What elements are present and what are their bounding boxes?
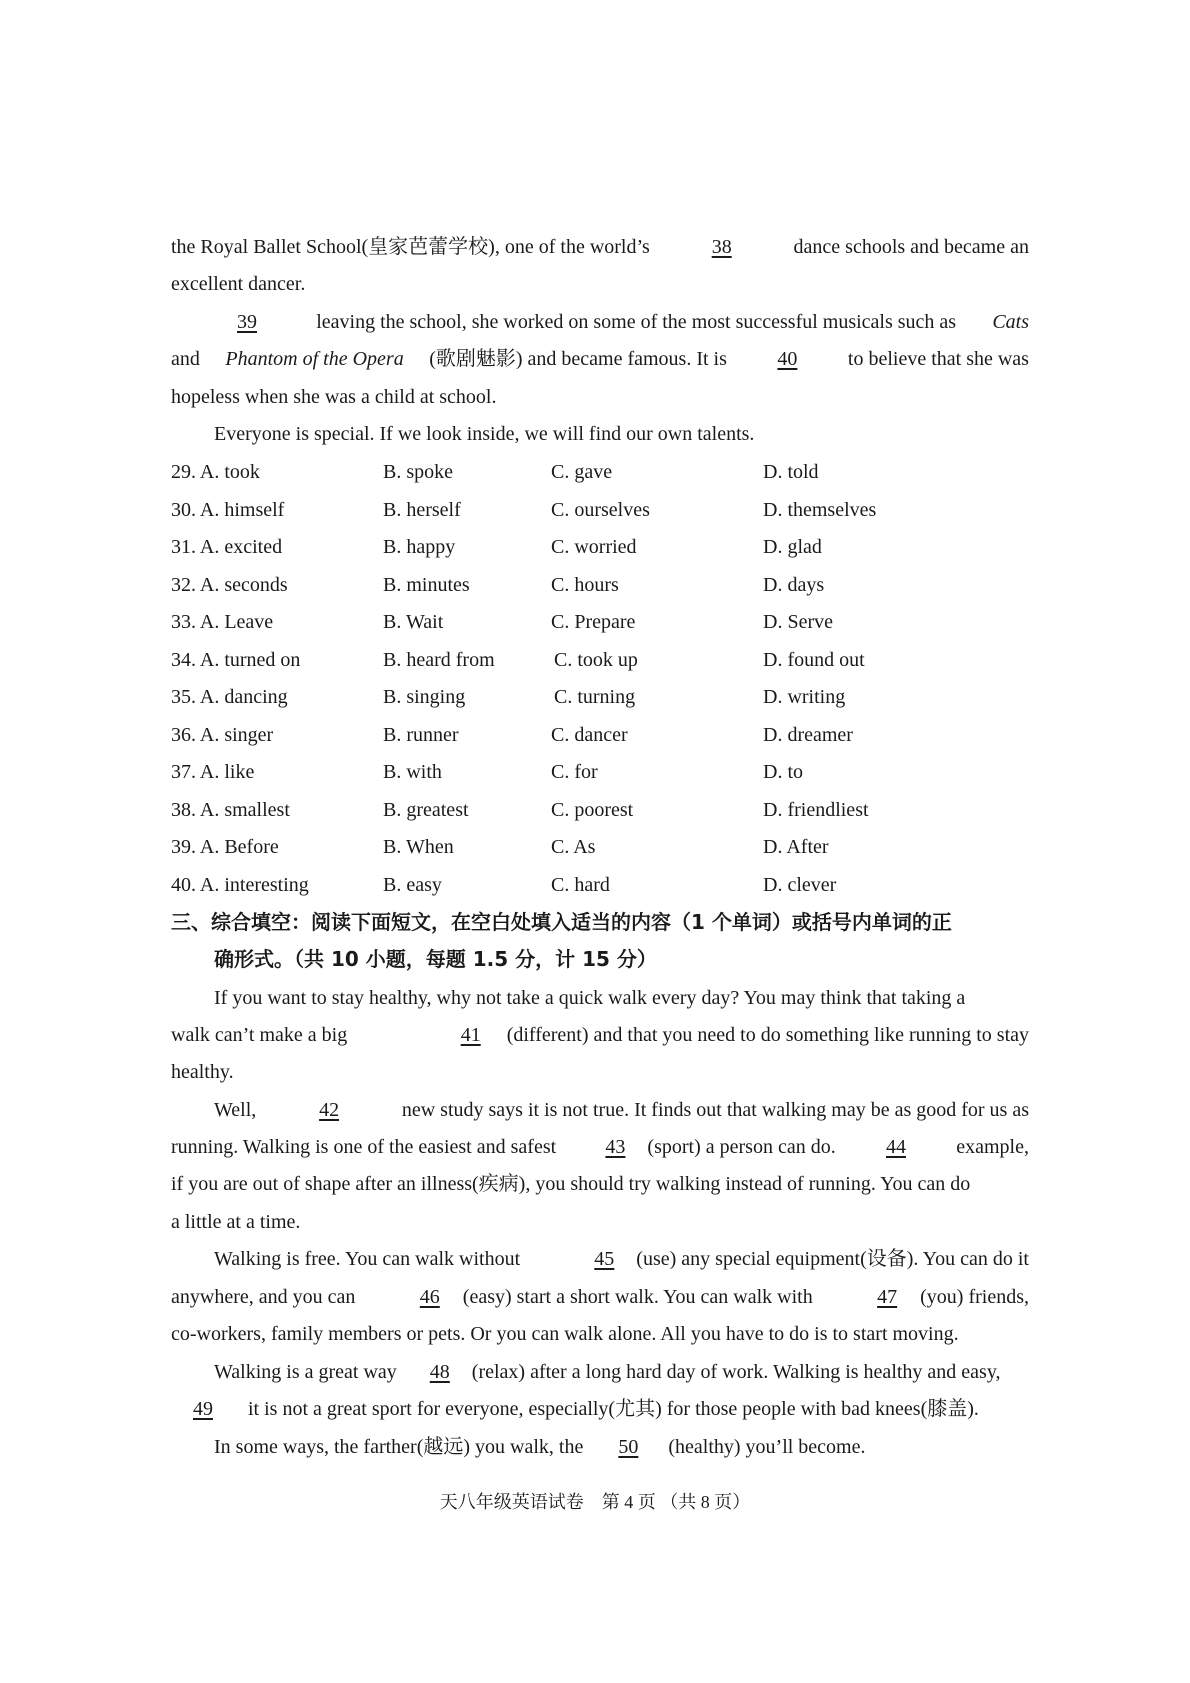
text-seg: (different) and that you need to do something like running to stay [506, 1024, 1029, 1046]
text-seg: If you want to stay healthy, why not take a quick walk every day? You may think that taking a [214, 987, 966, 1009]
text-seg: In some ways, the farther(越远) you walk, the [214, 1436, 584, 1458]
text-seg: if you are out of shape after an illness(疾病), you should try walking instead of running. You can do [171, 1173, 971, 1195]
option-c: C. As [551, 836, 596, 858]
option-c: C. worried [551, 536, 637, 558]
option-row [171, 458, 1029, 486]
text-seg: example, [956, 1136, 1029, 1158]
text-seg: running. Walking is one of the easiest and safest [171, 1136, 557, 1158]
option-a: 34. A. turned on [171, 648, 301, 671]
italic-title: Cats [992, 311, 1029, 333]
option-d: D. themselves [763, 498, 877, 521]
option-a: 35. A. dancing [171, 686, 288, 708]
option-b: B. herself [383, 498, 461, 521]
option-a: 30. A. himself [171, 498, 285, 521]
option-b: B. greatest [383, 798, 469, 821]
option-row [171, 796, 1029, 824]
blank-group [397, 1283, 813, 1311]
option-d: D. to [763, 761, 803, 783]
option-row [171, 833, 1029, 861]
text-seg: Walking is a great way [214, 1361, 397, 1383]
option-c: C. turning [554, 686, 636, 708]
option-a: 38. A. smallest [171, 798, 290, 821]
option-a: 31. A. excited [171, 536, 283, 558]
page-footer: 天八年级英语试卷 第 4 页 （共 8 页） [439, 1492, 751, 1512]
text-seg: (歌剧魅影) and became famous. It is [429, 348, 727, 370]
option-d: D. Serve [763, 611, 833, 633]
option-b: B. minutes [383, 573, 470, 596]
blank-48: 48 [429, 1361, 450, 1383]
option-c: C. for [551, 761, 598, 783]
passage1-line3 [214, 308, 1029, 336]
option-a: 40. A. interesting [171, 873, 309, 896]
option-d: D. found out [763, 648, 865, 671]
option-b: B. When [383, 836, 454, 858]
passage2-line [171, 1320, 1029, 1348]
blank-43: 43 [605, 1136, 626, 1158]
option-c: C. Prepare [551, 611, 636, 633]
option-b: B. spoke [383, 461, 453, 483]
option-c: C. ourselves [551, 498, 650, 521]
option-a: 39. A. Before [171, 836, 279, 858]
passage2-line [214, 1096, 1029, 1124]
option-c: C. poorest [551, 798, 634, 821]
option-d: D. dreamer [763, 723, 853, 746]
passage2-line [171, 1133, 1029, 1161]
option-row [171, 646, 1029, 674]
passage2-line [214, 1358, 1029, 1386]
text-seg: dance schools and became an [793, 236, 1029, 258]
option-d: D. friendliest [763, 798, 869, 821]
text-seg: Walking is free. You can walk without [214, 1248, 521, 1270]
text-seg: the Royal Ballet School(皇家芭蕾学校), one of the world’s [171, 236, 650, 258]
blank-41: 41 [460, 1024, 481, 1046]
text-seg: (you) friends, [920, 1286, 1029, 1308]
blank-45: 45 [594, 1248, 615, 1270]
passage1-line6: Everyone is special. If we look inside, we will find our own talents. [214, 423, 755, 445]
passage2-line [214, 1245, 1029, 1273]
text-seg: new study says it is not true. It finds out that walking may be as good for us as [401, 1099, 1029, 1121]
option-a: 29. A. took [171, 461, 260, 483]
blank-group [435, 1021, 1029, 1049]
option-b: B. happy [383, 536, 456, 558]
passage2-line [214, 984, 1029, 1012]
passage2-line [171, 1395, 1029, 1423]
blank-group [583, 1133, 835, 1161]
option-row [171, 608, 1029, 636]
passage2-line: a little at a time. [171, 1211, 301, 1233]
option-c: C. took up [554, 648, 638, 671]
option-c: C. hours [551, 573, 619, 596]
passage1-line5: hopeless when she was a child at school. [171, 386, 497, 408]
section3-heading-line2: 确形式。（共 10 小题，每题 1.5 分，计 15 分） [214, 947, 657, 971]
text-seg: (healthy) you’ll become. [668, 1436, 866, 1458]
option-row [171, 533, 1029, 561]
passage1-line2: excellent dancer. [171, 273, 306, 295]
option-a: 33. A. Leave [171, 611, 274, 633]
blank-44: 44 [885, 1136, 906, 1158]
text-seg: to believe that she was [847, 348, 1029, 370]
blank-47: 47 [877, 1286, 898, 1308]
option-c: C. gave [551, 461, 613, 483]
option-d: D. clever [763, 873, 837, 896]
italic-title: Phantom of the Opera [225, 348, 404, 370]
passage2-line [171, 1283, 1029, 1311]
option-d: D. After [763, 836, 829, 858]
blank-42: 42 [319, 1099, 340, 1121]
option-b: B. singing [383, 686, 466, 708]
passage1-line1 [171, 233, 1029, 261]
blank-39: 39 [237, 311, 257, 333]
option-b: B. heard from [383, 648, 495, 671]
option-row [171, 871, 1029, 899]
text-seg: it is not a great sport for everyone, especially(尤其) for those people with bad knees(膝盖). [248, 1398, 979, 1420]
option-d: D. days [763, 573, 825, 596]
option-c: C. hard [551, 873, 610, 896]
blank-46: 46 [419, 1286, 440, 1308]
option-a: 36. A. singer [171, 723, 274, 746]
blank-49: 49 [193, 1398, 213, 1420]
option-d: D. told [763, 461, 819, 483]
text-seg: leaving the school, she worked on some of the most successful musicals such as [316, 311, 957, 333]
text-seg: walk can’t make a big [171, 1024, 348, 1046]
option-c: C. dancer [551, 723, 628, 746]
option-b: B. with [383, 761, 442, 783]
option-a: 37. A. like [171, 761, 255, 783]
option-b: B. runner [383, 723, 459, 746]
section3-heading-line1: 三、综合填空：阅读下面短文，在空白处填入适当的内容（1 个单词）或括号内单词的正 [171, 910, 952, 934]
passage2-line [214, 1433, 1029, 1461]
blank-group [572, 1245, 1029, 1273]
option-row [171, 758, 1029, 786]
text-seg: (use) any special equipment(设备). You can do it [636, 1248, 1029, 1270]
text-seg: and [171, 348, 200, 370]
text-seg: Well, [214, 1099, 257, 1121]
option-row [171, 683, 1029, 711]
option-b: B. Wait [383, 611, 444, 633]
blank-38: 38 [711, 236, 732, 258]
text-seg: co-workers, family members or pets. Or you can walk alone. All you have to do is to start moving. [171, 1323, 959, 1345]
option-row [171, 571, 1029, 599]
text-seg: anywhere, and you can [171, 1286, 356, 1308]
option-row [171, 496, 1029, 524]
option-row [171, 721, 1029, 749]
text-seg: (easy) start a short walk. You can walk with [462, 1286, 813, 1308]
option-b: B. easy [383, 873, 442, 896]
option-d: D. writing [763, 686, 846, 708]
passage2-line [171, 1170, 1029, 1198]
passage2-line [171, 1021, 1029, 1049]
blank-group [854, 1283, 1029, 1311]
option-d: D. glad [763, 536, 822, 558]
passage1-line4 [171, 345, 1029, 373]
blank-50: 50 [618, 1436, 639, 1458]
text-seg: (relax) after a long hard day of work. Walking is healthy and easy, [471, 1361, 1001, 1383]
passage2-line: healthy. [171, 1061, 234, 1083]
text-seg: (sport) a person can do. [647, 1136, 836, 1158]
blank-40: 40 [777, 348, 798, 370]
option-a: 32. A. seconds [171, 573, 288, 596]
